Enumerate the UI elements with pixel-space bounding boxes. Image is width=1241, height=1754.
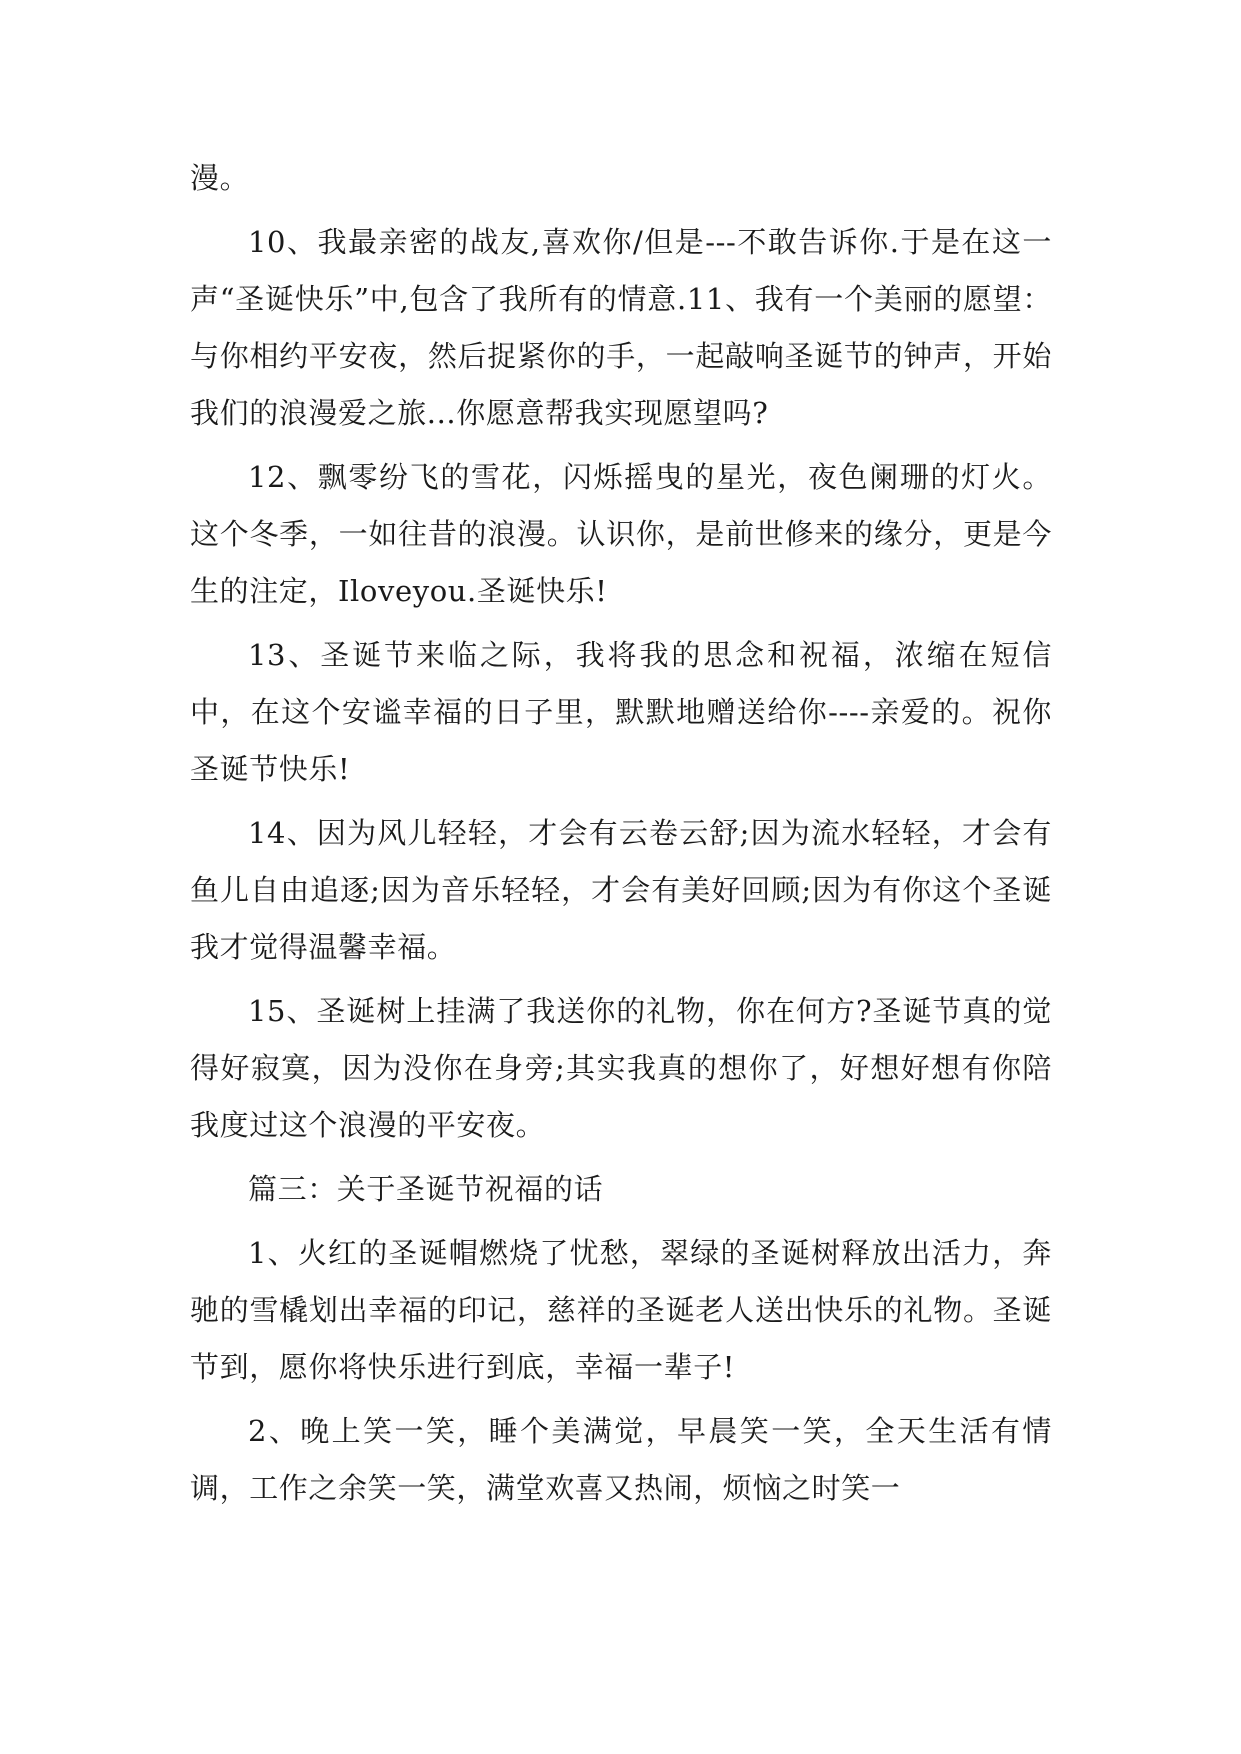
- document-body: [190, 150, 1052, 1524]
- paragraph-item-12: 12、飘零纷飞的雪花，闪烁摇曳的星光，夜色阑珊的灯火。这个冬季，一如往昔的浪漫。认识你，是前世修来的缘分，更是今生的注定，Iloveyou.圣诞快乐!: [190, 460, 1052, 608]
- paragraph-continuation: 漫。: [190, 161, 250, 195]
- paragraph-item-14: 14、因为风儿轻轻，才会有云卷云舒;因为流水轻轻，才会有鱼儿自由追逐;因为音乐轻轻，才会有美好回顾;因为有你这个圣诞我才觉得温馨幸福。: [190, 816, 1052, 964]
- paragraph-item-2: 2、晚上笑一笑，睡个美满觉，早晨笑一笑，全天生活有情调，工作之余笑一笑，满堂欢喜又热闹，烦恼之时笑一: [190, 1414, 1052, 1505]
- paragraph-item-15: 15、圣诞树上挂满了我送你的礼物，你在何方?圣诞节真的觉得好寂寞，因为没你在身旁;其实我真的想你了，好想好想有你陪我度过这个浪漫的平安夜。: [190, 994, 1052, 1142]
- section-heading: 篇三：关于圣诞节祝福的话: [248, 1172, 604, 1206]
- paragraph-item-1: 1、火红的圣诞帽燃烧了忧愁，翠绿的圣诞树释放出活力，奔驰的雪橇划出幸福的印记，慈祥的圣诞老人送出快乐的礼物。圣诞节到，愿你将快乐进行到底，幸福一辈子!: [190, 1236, 1052, 1384]
- paragraph-item-13: 13、圣诞节来临之际，我将我的思念和祝福，浓缩在短信中，在这个安谧幸福的日子里，默默地赠送给你----亲爱的。祝你圣诞节快乐!: [190, 638, 1052, 786]
- paragraph-item-10-11: 10、我最亲密的战友,喜欢你/但是---不敢告诉你.于是在这一声“圣诞快乐”中,包含了我所有的情意.11、我有一个美丽的愿望：与你相约平安夜，然后捉紧你的手，一起敲响圣诞节的钟声，开始我们的浪漫爱之旅...你愿意帮我实现愿望吗?: [190, 225, 1052, 430]
